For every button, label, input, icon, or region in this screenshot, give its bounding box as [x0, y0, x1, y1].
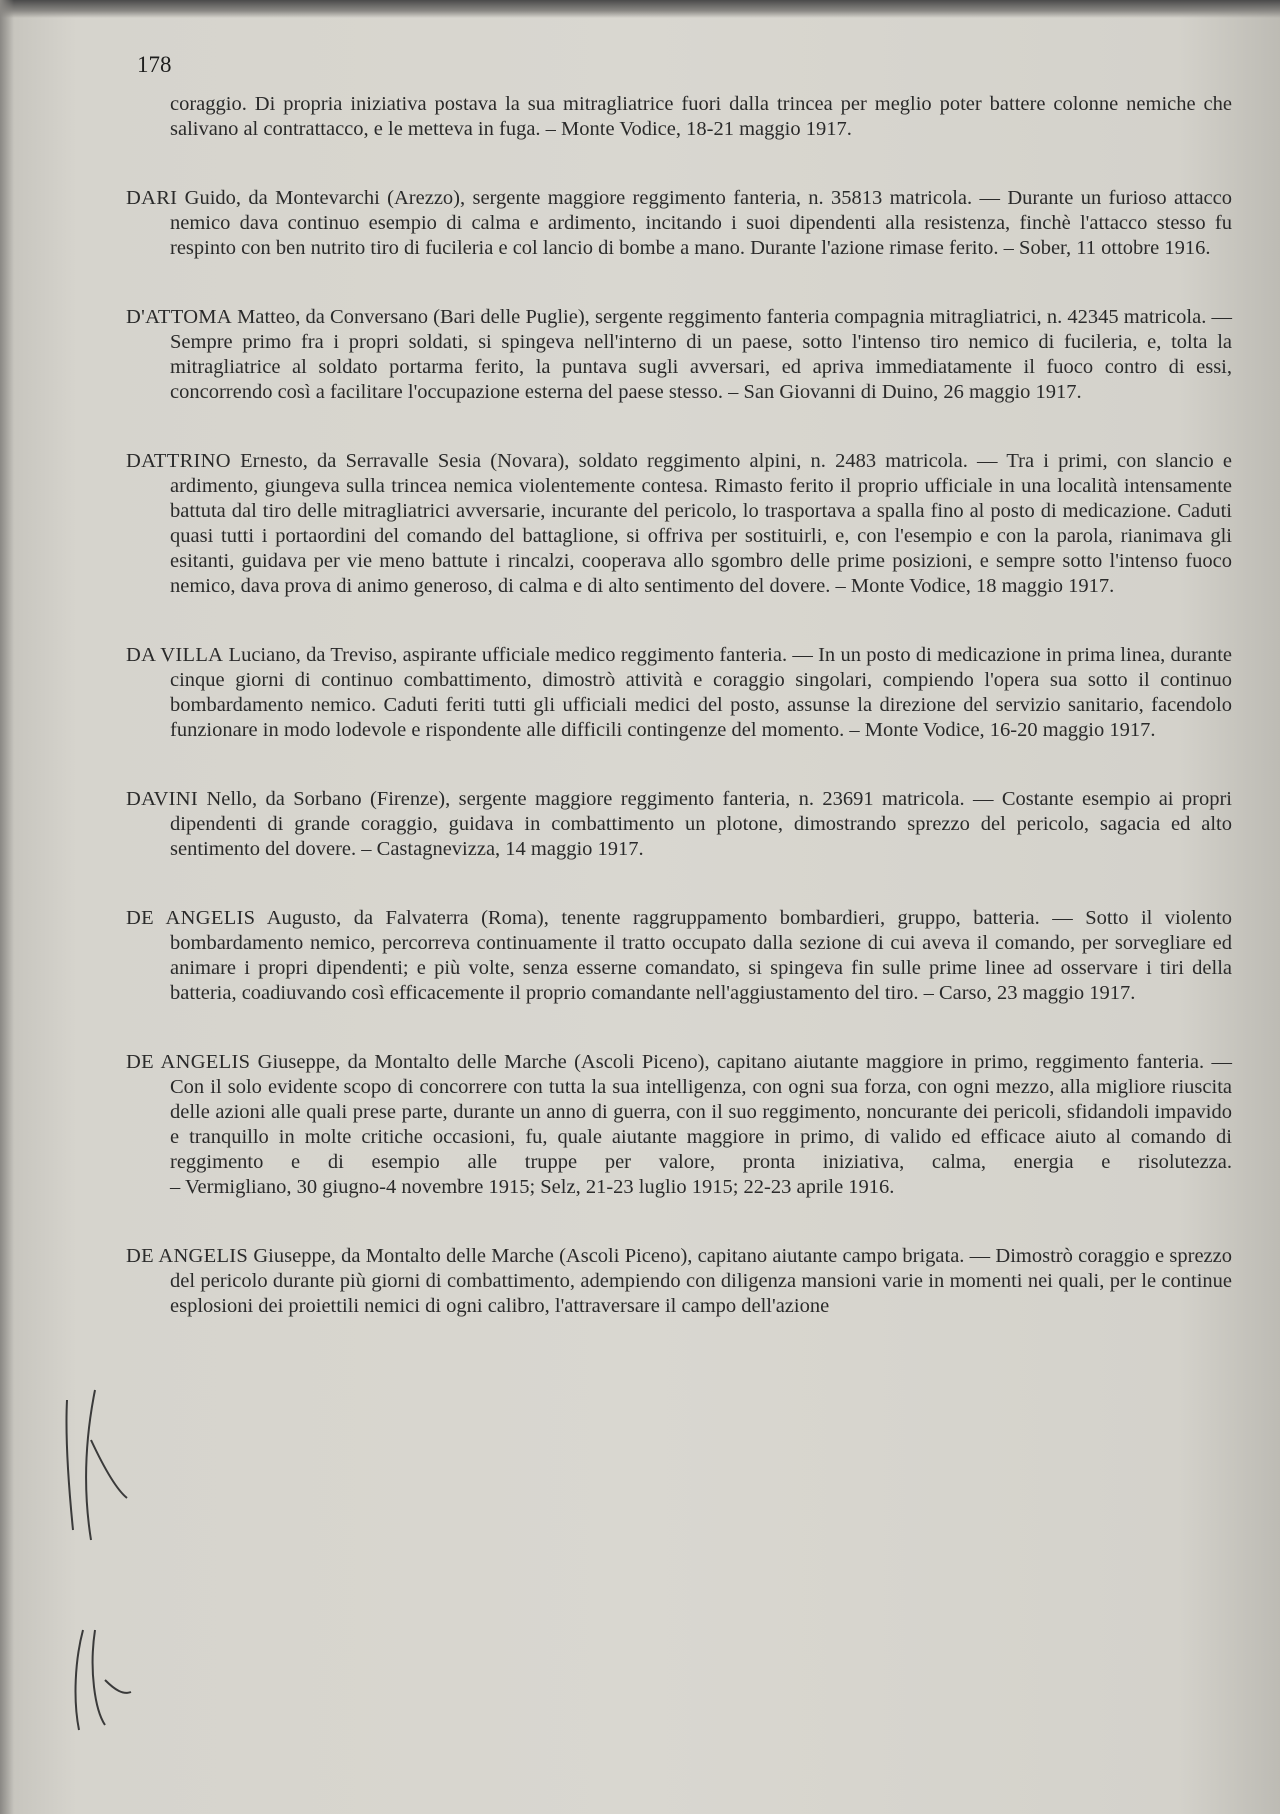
entry-place-date: – San Giovanni di Duino, 26 maggio 1917. — [728, 381, 1082, 403]
entry-surname: DE ANGELIS — [126, 1051, 251, 1073]
entry-text: Giuseppe, da Montalto delle Marche (Ascoli Piceno), capitano aiutante maggiore in primo, reggimento fanteria. — Con il solo evidente scopo di concorrere con tutta la sua intelligenza, con ogni sua forza, con ogni mezzo, alla migliore riuscita delle azioni alle quali prese parte, durante un anno di guerra, con il suo reggimento, noncurante dei pericoli, sfidandoli impavido e tranquillo in molte critiche occasioni, fu, quale aiutante maggiore in primo, di valido ed efficace aiuto al comando di reggimento e di esempio alle truppe per valore, pronta iniziativa, calma, energia e risolutezza. — [170, 1051, 1233, 1173]
handwritten-margin-marks — [55, 1380, 135, 1740]
page-number: 178 — [137, 52, 172, 77]
scan-edge-top — [0, 0, 1280, 18]
entry-surname: DARI — [126, 187, 178, 209]
entry-text: Guido, da Montevarchi (Arezzo), sergente maggiore reggimento fanteria, n. 35813 matricola. — Durante un furioso attacco nemico dava continuo esempio di calma e ardimento, incitando i suoi dipendenti alla resistenza, finchè l'attacco stesso fu respinto con ben nutrito tiro di fucileria e col lancio di bombe a mano. Durante l'azione rimase ferito. — [170, 187, 1233, 259]
entry-text: Giuseppe, da Montalto delle Marche (Ascoli Piceno), capitano aiutante campo brigata. — Dimostrò coraggio e sprezzo del pericolo durante più giorni di combattimento, adempiendo con diligenza mansioni varie in momenti nei quali, per le continue esplosioni dei proiettili nemici di ogni calibro, l'attraversare il campo dell'azione — [170, 1245, 1232, 1317]
citation-entry — [126, 787, 1232, 862]
entry-surname: D'ATTOMA — [126, 306, 232, 328]
entry-text: Matteo, da Conversano (Bari delle Puglie), sergente reggimento fanteria compagnia mitragliatrici, n. 42345 matricola. — Sempre primo fra i propri soldati, si spingeva nell'interno di un paese, sotto l'intenso tiro nemico di fucileria, e, tolta la mitragliatrice al soldato portarma ferito, la puntava sugli avversari, ed apriva immediatamente il fuoco contro di essi, concorrendo così a facilitare l'occupazione esterna del paese stesso. — [170, 306, 1232, 403]
citation-entry — [126, 906, 1232, 1006]
entry-place-date: – Castagnevizza, 14 maggio 1917. — [361, 838, 644, 860]
entry-text: Luciano, da Treviso, aspirante ufficiale medico reggimento fanteria. — In un posto di medicazione in prima linea, durante cinque giorni di continuo combattimento, dimostrò attività e coraggio singolari, compiendo l'opera sua sotto il continuo bombardamento nemico. Caduti feriti tutti gli ufficiali medici del posto, assunse la direzione del servizio sanitario, facendolo funzionare in modo lodevole e rispondente alle difficili contingenze del momento. — [170, 644, 1233, 741]
citation-entry — [126, 186, 1232, 261]
entry-text: Nello, da Sorbano (Firenze), sergente maggiore reggimento fanteria, n. 23691 matricola. — Costante esempio ai propri dipendenti di grande coraggio, guidava in combattimento un plotone, dimostrando sprezzo del pericolo, sagacia ed alto sentimento del dovere. — [170, 788, 1233, 860]
citation-list — [126, 92, 1232, 1319]
entry-surname: DA VILLA — [126, 644, 224, 666]
entry-place-date: – Monte Vodice, 18 maggio 1917. — [835, 575, 1115, 597]
citation-entry — [126, 1244, 1232, 1319]
citation-entry — [126, 449, 1232, 599]
entry-text: Augusto, da Falvaterra (Roma), tenente raggruppamento bombardieri, gruppo, batteria. — Sotto il violento bombardamento nemico, percorreva continuamente il tratto occupato dalla sezione di cui aveva il comando, per sorvegliare ed animare i propri dipendenti; e più volte, senza esserne comandato, si spingeva fin sulle prime linee ad osservare i tiri della batteria, coadiuvando così efficacemente il proprio comandante nell'aggiustamento del tiro. — [170, 907, 1232, 1004]
entry-place-date: – Monte Vodice, 18-21 maggio 1917. — [545, 118, 852, 140]
entry-text: Ernesto, da Serravalle Sesia (Novara), soldato reggimento alpini, n. 2483 matricola. — Tra i primi, con slancio e ardimento, giungeva sulla trincea nemica violentemente contesa. Rimasto ferito il proprio ufficiale in una località intensamente battuta dal tiro delle mitragliatrici avversarie, incurante del pericolo, lo trasportava a spalla fino al posto di medicazione. Caduti quasi tutti i portaordini del comando del battaglione, si offriva per sostituirli, e, con l'esempio e con la parola, rianimava gli esitanti, guidava per vie meno battute i rincalzi, cooperava allo sgombro delle prime posizioni, e sempre sotto l'intenso fuoco nemico, dava prova di animo generoso, di calma e di alto sentimento del dovere. — [170, 450, 1233, 597]
entry-place-date: – Carso, 23 maggio 1917. — [923, 982, 1136, 1004]
entry-surname: DAVINI — [126, 788, 199, 810]
entry-surname: DE ANGELIS — [126, 907, 256, 929]
citation-entry — [126, 1050, 1232, 1200]
entry-text: coraggio. Di propria iniziativa postava la sua mitragliatrice fuori dalla trincea per meglio poter battere colonne nemiche che salivano al contrattacco, e le metteva in fuga. — [170, 93, 1232, 140]
entry-place-date: – Vermigliano, 30 giugno-4 novembre 1915; Selz, 21-23 luglio 1915; 22-23 aprile 1916. — [170, 1176, 895, 1198]
citation-entry — [126, 305, 1232, 405]
entry-surname: DE ANGELIS — [126, 1245, 249, 1267]
citation-entry — [126, 643, 1232, 743]
scan-edge-left — [0, 0, 14, 1814]
citation-entry — [126, 92, 1232, 142]
entry-place-date: – Monte Vodice, 16-20 maggio 1917. — [849, 719, 1156, 741]
entry-surname: DATTRINO — [126, 450, 231, 472]
entry-place-date: – Sober, 11 ottobre 1916. — [1003, 237, 1211, 259]
